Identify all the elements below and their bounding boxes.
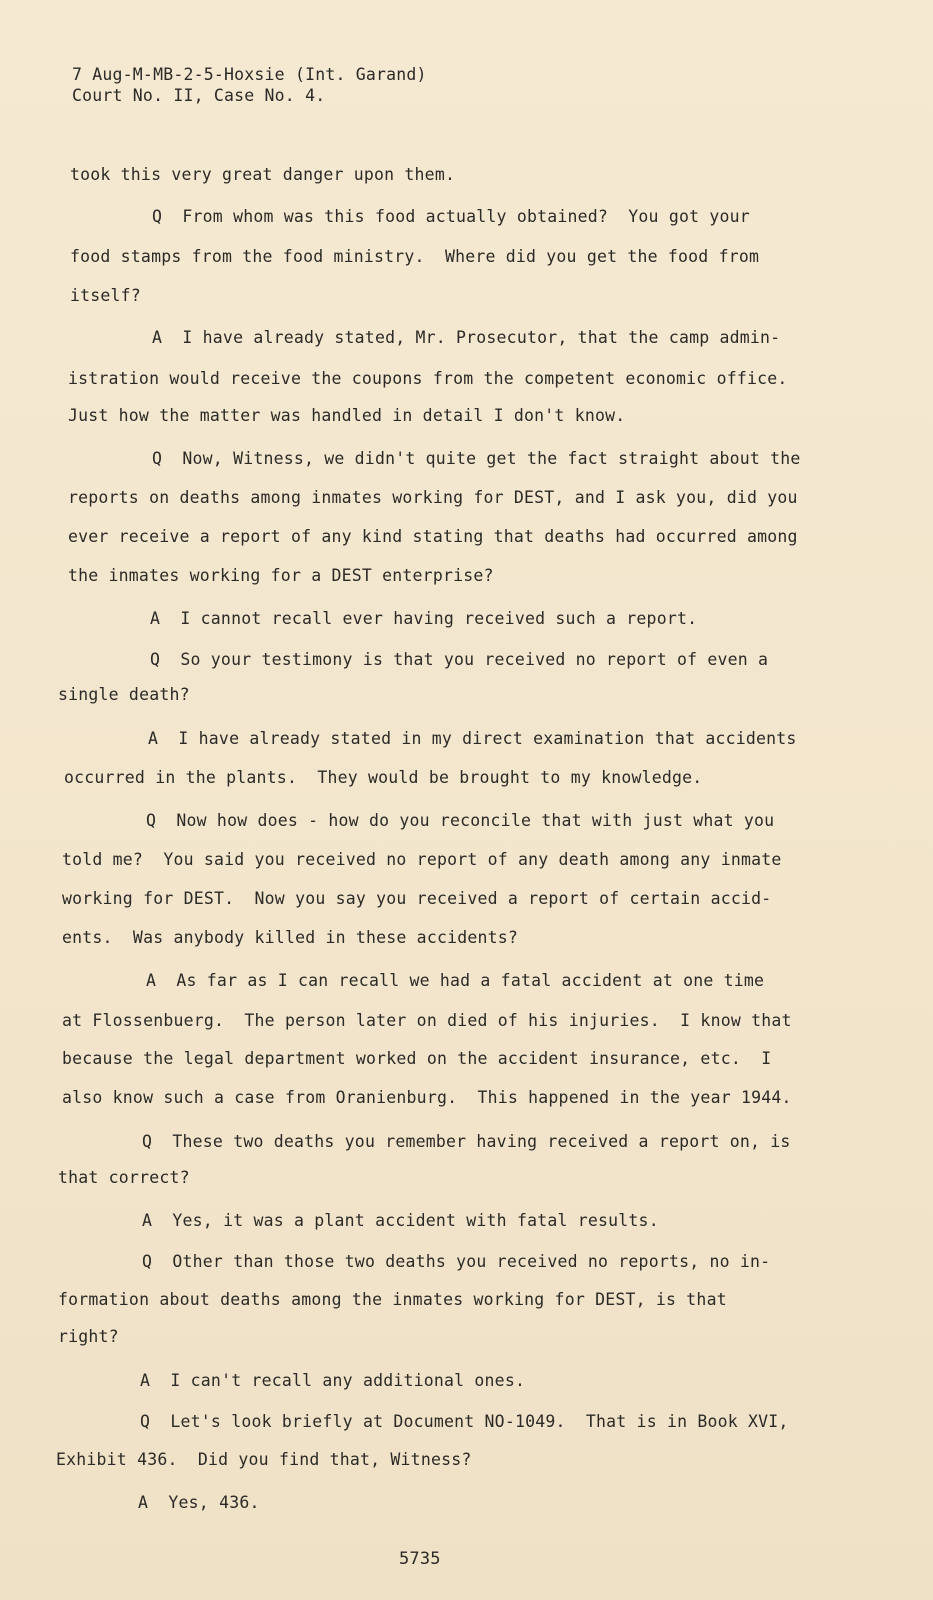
transcript-line: Q Now how does - how do you reconcile that with just what you (146, 811, 775, 830)
transcript-line: right? (58, 1327, 119, 1346)
transcript-line: formation about deaths among the inmates working for DEST, is that (58, 1290, 727, 1309)
page-number: 5735 (399, 1549, 441, 1569)
transcript-line: Exhibit 436. Did you find that, Witness? (56, 1450, 472, 1469)
transcript-line: Q From whom was this food actually obtained? You got your (152, 207, 750, 226)
transcript-line: food stamps from the food ministry. Where did you get the food from (70, 247, 760, 266)
transcript-line: A Yes, it was a plant accident with fatal results. (142, 1211, 659, 1230)
transcript-line: ever receive a report of any kind stating that deaths had occurred among (68, 527, 798, 546)
transcript-line: A I have already stated in my direct examination that accidents (148, 729, 797, 748)
transcript-line: Q So your testimony is that you received no report of even a (150, 650, 769, 669)
transcript-line: A I cannot recall ever having received such a report. (150, 609, 698, 628)
transcript-line: istration would receive the coupons from the competent economic office. (68, 369, 788, 388)
transcript-line: single death? (58, 685, 190, 704)
transcript-line: A As far as I can recall we had a fatal accident at one time (146, 971, 765, 990)
transcript-line: that correct? (58, 1168, 190, 1187)
transcript-line: A I can't recall any additional ones. (140, 1371, 526, 1390)
transcript-line: also know such a case from Oranienburg. This happened in the year 1944. (62, 1088, 792, 1107)
transcript-line: told me? You said you received no report of any death among any inmate (62, 850, 782, 869)
transcript-line: Just how the matter was handled in detail I don't know. (68, 406, 626, 425)
header-line-1: 7 Aug-M-MB-2-5-Hoxsie (Int. Garand) (72, 65, 427, 84)
transcript-line: occurred in the plants. They would be brought to my knowledge. (64, 768, 703, 787)
transcript-line: A I have already stated, Mr. Prosecutor, that the camp admin- (152, 328, 781, 347)
transcript-line: the inmates working for a DEST enterprise? (68, 566, 494, 585)
transcript-line: Q These two deaths you remember having received a report on, is (142, 1132, 791, 1151)
transcript-line: itself? (70, 286, 141, 305)
transcript-line: Q Let's look briefly at Document NO-1049. That is in Book XVI, (140, 1412, 789, 1431)
transcript-line: working for DEST. Now you say you received a report of certain accid- (62, 889, 772, 908)
transcript-line: Q Other than those two deaths you received no reports, no in- (142, 1252, 771, 1271)
transcript-line: A Yes, 436. (138, 1493, 260, 1512)
transcript-line: at Flossenbuerg. The person later on died of his injuries. I know that (62, 1011, 792, 1030)
header-line-2: Court No. II, Case No. 4. (72, 86, 326, 105)
transcript-line: because the legal department worked on the accident insurance, etc. I (62, 1049, 772, 1068)
transcript-line: reports on deaths among inmates working for DEST, and I ask you, did you (68, 488, 798, 507)
transcript-line: took this very great danger upon them. (70, 165, 456, 184)
transcript-line: Q Now, Witness, we didn't quite get the fact straight about the (152, 449, 801, 468)
transcript-line: ents. Was anybody killed in these accidents? (62, 928, 519, 947)
